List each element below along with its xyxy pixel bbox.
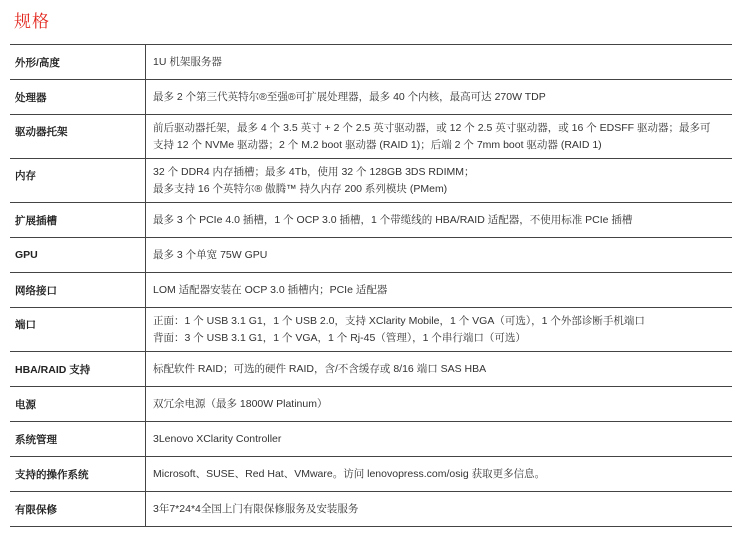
spec-label: 系统管理	[10, 422, 146, 457]
spec-table-body	[10, 45, 732, 527]
spec-value-line: Microsoft、SUSE、Red Hat、VMware。访问 lenovopress.com/osig 获取更多信息。	[153, 467, 546, 480]
spec-value-line: 3年7*24*4全国上门有限保修服务及安装服务	[153, 502, 359, 515]
spec-value	[146, 422, 733, 457]
spec-row	[10, 115, 732, 159]
spec-row	[10, 45, 732, 80]
spec-label: 电源	[10, 387, 146, 422]
spec-label: 外形/高度	[10, 45, 146, 80]
spec-row	[10, 422, 732, 457]
spec-label: HBA/RAID 支持	[10, 352, 146, 387]
spec-value-line: 最多 3 个单宽 75W GPU	[153, 248, 268, 261]
spec-value	[146, 492, 733, 527]
spec-label: GPU	[10, 238, 146, 273]
spec-value-line: 支持 12 个 NVMe 驱动器；2 个 M.2 boot 驱动器 (RAID 1)；后端 2 个 7mm boot 驱动器 (RAID 1)	[153, 138, 602, 151]
spec-value	[146, 238, 733, 273]
spec-value-line: 前后驱动器托架，最多 4 个 3.5 英寸 + 2 个 2.5 英寸驱动器，或 12 个 2.5 英寸驱动器，或 16 个 EDSFF 驱动器；最多可	[153, 121, 711, 134]
spec-value-line: 1U 机架服务器	[153, 55, 222, 68]
spec-label: 处理器	[10, 80, 146, 115]
spec-row	[10, 203, 732, 238]
spec-label: 网络接口	[10, 273, 146, 308]
spec-row	[10, 308, 732, 352]
spec-label: 内存	[10, 159, 146, 203]
spec-table	[10, 44, 732, 527]
spec-label: 端口	[10, 308, 146, 352]
spec-value-line: 标配软件 RAID；可选的硬件 RAID，含/不含缓存或 8/16 端口 SAS HBA	[153, 362, 487, 375]
spec-value	[146, 457, 733, 492]
spec-label: 有限保修	[10, 492, 146, 527]
spec-value	[146, 352, 733, 387]
spec-value-line: 正面：1 个 USB 3.1 G1，1 个 USB 2.0，支持 XClarity Mobile，1 个 VGA（可选），1 个外部诊断手机端口	[153, 314, 645, 327]
spec-value	[146, 203, 733, 238]
spec-row	[10, 387, 732, 422]
spec-value	[146, 45, 733, 80]
spec-value	[146, 159, 733, 203]
spec-value-line: 32 个 DDR4 内存插槽；最多 4Tb，使用 32 个 128GB 3DS RDIMM；	[153, 165, 475, 178]
page-title: 规格	[14, 12, 50, 31]
spec-row	[10, 457, 732, 492]
spec-value	[146, 308, 733, 352]
spec-value-line: 最多 3 个 PCIe 4.0 插槽，1 个 OCP 3.0 插槽，1 个带缆线的 HBA/RAID 适配器，不使用标准 PCIe 插槽	[153, 213, 633, 226]
spec-label: 驱动器托架	[10, 115, 146, 159]
spec-row	[10, 80, 732, 115]
spec-value	[146, 115, 733, 159]
spec-value-line: 背面：3 个 USB 3.1 G1，1 个 VGA，1 个 Rj-45（管理），1 个串行端口（可选）	[153, 331, 526, 344]
spec-value-line: 最多支持 16 个英特尔® 傲腾™ 持久内存 200 系列模块 (PMem)	[153, 182, 448, 195]
spec-label: 扩展插槽	[10, 203, 146, 238]
spec-value-line: 3Lenovo XClarity Controller	[153, 432, 282, 445]
spec-label: 支持的操作系统	[10, 457, 146, 492]
spec-row	[10, 352, 732, 387]
spec-value-line: LOM 适配器安装在 OCP 3.0 插槽内；PCIe 适配器	[153, 283, 388, 296]
spec-row	[10, 273, 732, 308]
spec-value-line: 最多 2 个第三代英特尔®至强®可扩展处理器，最多 40 个内核，最高可达 270W TDP	[153, 90, 546, 103]
spec-row	[10, 492, 732, 527]
spec-value	[146, 387, 733, 422]
spec-row	[10, 238, 732, 273]
spec-value	[146, 273, 733, 308]
spec-value-line: 双冗余电源（最多 1800W Platinum）	[153, 397, 328, 410]
spec-value	[146, 80, 733, 115]
spec-row	[10, 159, 732, 203]
